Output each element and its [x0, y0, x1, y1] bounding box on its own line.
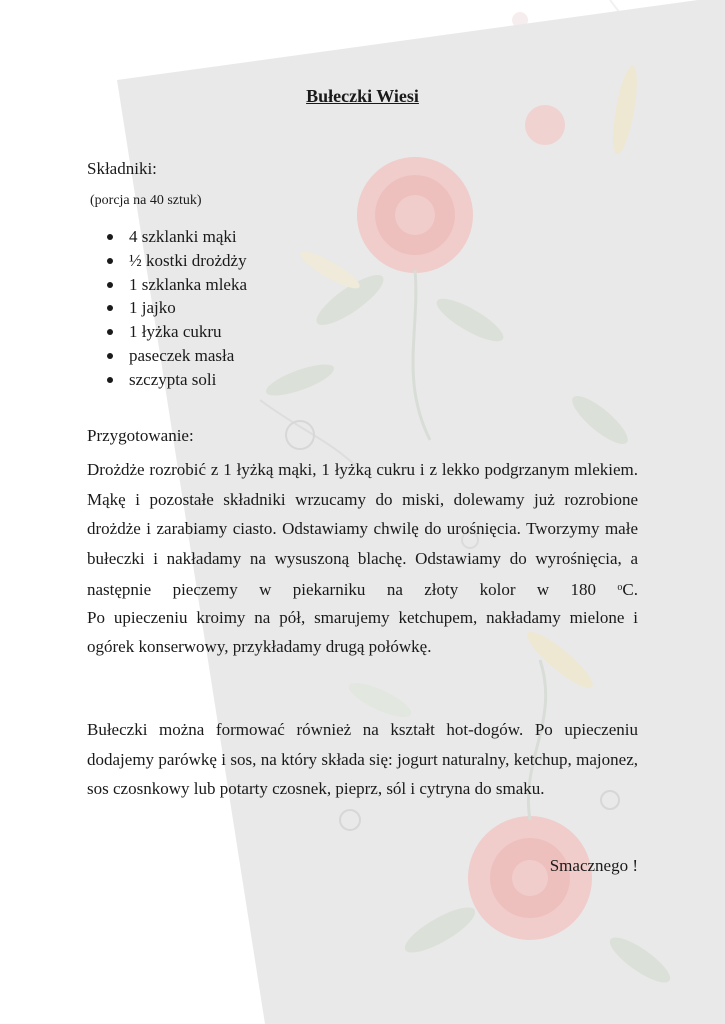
ingredient-item: 1 jajko	[87, 296, 247, 320]
preparation-line-temperature: następnie pieczemy w piekarniku na złoty kolor w 180 $^o$C.	[87, 580, 639, 599]
portion-note: (porcja na 40 sztuk)	[90, 193, 202, 208]
recipe-title: Bułeczki Wiesi	[306, 86, 419, 106]
preparation-paragraph	[87, 455, 638, 662]
preparation-line: Po upieczeniu kroimy na pół, smarujemy ketchupem, nakładamy mielone i	[87, 607, 638, 627]
preparation-line: bułeczki i nakładamy na wysuszoną blachę. Odstawiamy do wyrośnięcia, a	[87, 548, 638, 568]
hotdog-line: Bułeczki można formować również na kształt hot-dogów. Po upieczeniu	[87, 720, 638, 739]
preparation-line: ogórek konserwowy, przykładamy drugą połówkę.	[87, 637, 432, 656]
bullet-icon	[107, 258, 113, 264]
bullet-icon	[107, 353, 113, 359]
hotdog-paragraph	[87, 715, 638, 804]
bullet-icon	[107, 329, 113, 335]
hotdog-line: dodajemy parówkę i sos, na który składa się: jogurt naturalny, ketchup, majonez,	[87, 749, 638, 769]
bullet-icon	[107, 282, 113, 288]
bullet-icon	[107, 305, 113, 311]
closing-text: Smacznego !	[549, 856, 638, 875]
ingredient-item: 4 szklanki mąki	[87, 225, 247, 249]
preparation-line: Drożdże rozrobić z 1 łyżką mąki, 1 łyżką cukru i z lekko podgrzanym mlekiem.	[87, 460, 638, 479]
preparation-line: drożdże i zarabiamy ciasto. Odstawiamy chwilę do urośnięcia. Tworzymy małe	[87, 519, 638, 538]
ingredient-item: 1 szklanka mleka	[87, 273, 247, 297]
hotdog-line: sos czosnkowy lub potarty czosnek, pieprz, sól i cytryna do smaku.	[87, 779, 545, 798]
ingredient-item: szczypta soli	[87, 368, 247, 392]
ingredient-item: paseczek masła	[87, 344, 247, 368]
bullet-icon	[107, 377, 113, 383]
ingredient-item: 1 łyżka cukru	[87, 320, 247, 344]
bullet-icon	[107, 234, 113, 240]
ingredients-list	[87, 225, 247, 392]
ingredient-item: ½ kostki drożdży	[87, 249, 247, 273]
preparation-heading: Przygotowanie:	[87, 426, 194, 445]
preparation-line: Mąkę i pozostałe składniki wrzucamy do miski, dolewamy już rozrobione	[87, 489, 638, 509]
ingredients-heading: Składniki:	[87, 159, 157, 178]
